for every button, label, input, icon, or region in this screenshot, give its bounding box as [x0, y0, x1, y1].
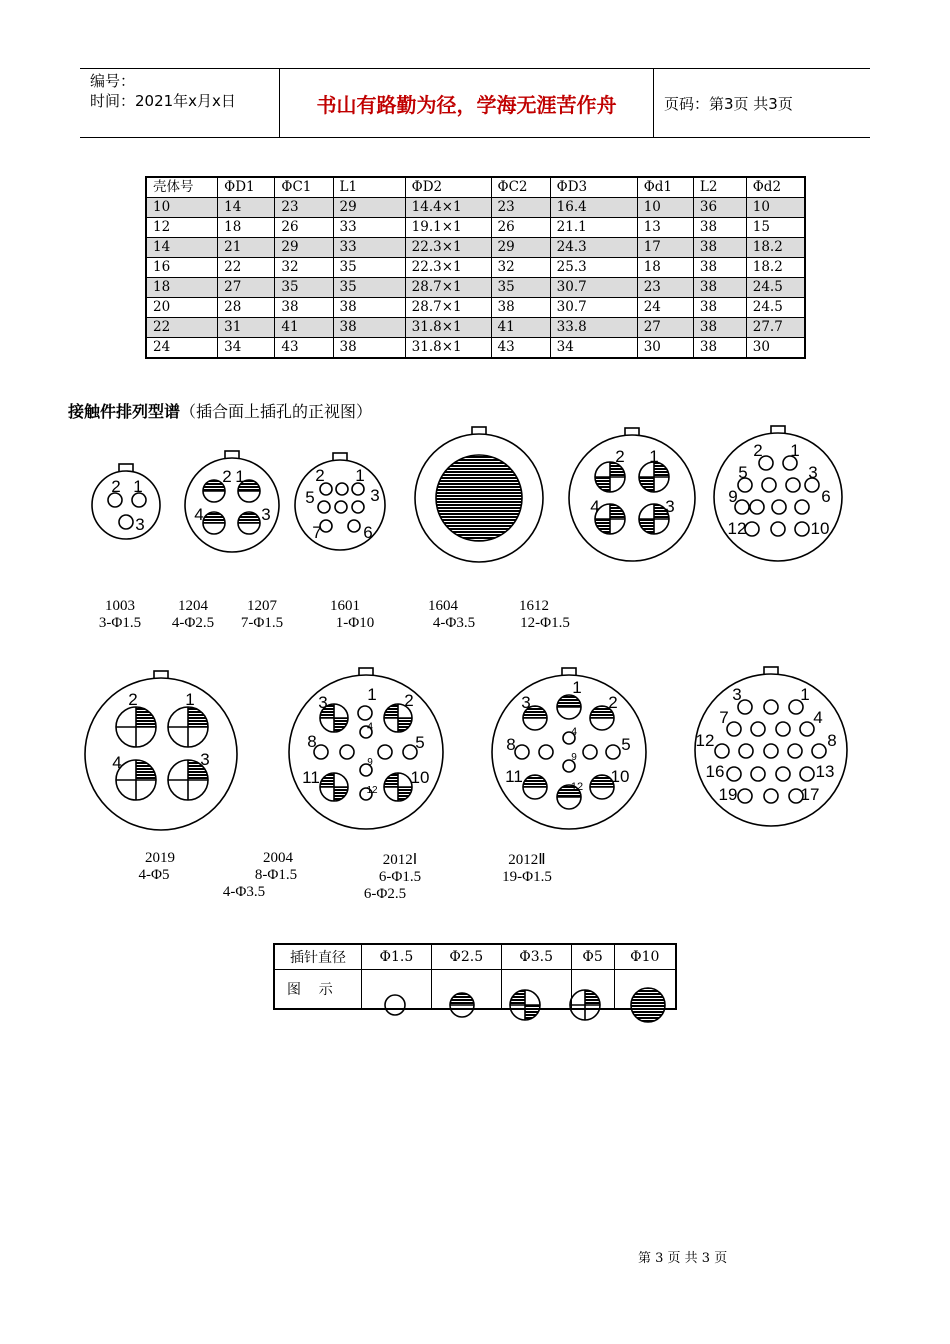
table-cell: 17	[637, 238, 693, 258]
pin-number: 3	[732, 685, 742, 704]
table-cell: 41	[275, 318, 333, 338]
table-cell: 38	[693, 298, 746, 318]
table-cell: 38	[333, 298, 405, 318]
pin-number: 5	[738, 463, 748, 482]
section-title-rest: （插合面上插孔的正视图）	[180, 402, 373, 421]
pin-hole	[340, 745, 354, 759]
page-footer: 第 3 页 共 3 页	[638, 1251, 728, 1266]
pin-number: 9	[728, 487, 738, 506]
table-cell: 21	[218, 238, 275, 258]
table-cell: ΦD2	[405, 177, 491, 198]
pin-number: 10	[810, 519, 830, 538]
pin-number: 8	[506, 735, 516, 754]
table-cell: 28.7×1	[405, 298, 491, 318]
table-cell: 24.5	[746, 278, 805, 298]
pin-hole	[335, 501, 347, 513]
pin-number: 1	[235, 467, 245, 486]
diameter-2: Φ2.5	[431, 944, 501, 970]
table-cell: Φd1	[637, 177, 693, 198]
pin-number: 8	[827, 731, 837, 750]
pin-hole	[788, 744, 802, 758]
pin-number: 12	[695, 731, 715, 750]
table-cell: 30.7	[550, 298, 637, 318]
pin-hole	[764, 700, 778, 714]
pin-number: 4	[112, 753, 122, 772]
pin-hole	[336, 483, 348, 495]
pin-number: 2	[315, 466, 325, 485]
table-cell: ΦC2	[491, 177, 550, 198]
table-cell: 35	[275, 278, 333, 298]
pin-number: 4	[194, 505, 204, 524]
table-cell: 35	[491, 278, 550, 298]
pin-number: 10	[610, 767, 630, 786]
pin-number: 5	[305, 488, 315, 507]
illustration-4	[571, 970, 614, 1010]
pin-number: 2	[753, 441, 763, 460]
pin-number: 6	[821, 487, 831, 506]
table-cell: 20	[146, 298, 218, 318]
table-cell: 43	[275, 338, 333, 359]
table-cell: ΦC1	[275, 177, 333, 198]
table-cell: 36	[693, 198, 746, 218]
table-cell: 12	[146, 218, 218, 238]
pin-number: 1	[572, 678, 582, 697]
pin-hole	[352, 501, 364, 513]
pin-hole	[772, 500, 786, 514]
shell-1604	[569, 435, 695, 561]
pin-hole	[764, 744, 778, 758]
pin-number: 3	[370, 486, 380, 505]
table-cell: 28.7×1	[405, 278, 491, 298]
table-cell: 38	[693, 218, 746, 238]
diameter-1: Φ1.5	[362, 944, 432, 970]
pin-hole	[745, 522, 759, 536]
table-cell: 27	[218, 278, 275, 298]
table-cell: 38	[693, 318, 746, 338]
table-cell: 30	[746, 338, 805, 359]
table-cell: 10	[746, 198, 805, 218]
table-cell: 23	[637, 278, 693, 298]
pin-number: 1	[790, 441, 800, 460]
table-cell: 29	[333, 198, 405, 218]
pin-number: 12	[727, 519, 747, 538]
table-cell: 19.1×1	[405, 218, 491, 238]
pin-hole	[762, 478, 776, 492]
pin-hole	[348, 520, 360, 532]
pin-number: 1	[367, 685, 377, 704]
page-label: 页码：第3页 共3页	[664, 94, 793, 113]
pin-number: 4	[590, 497, 600, 516]
pin-number: 3	[318, 693, 328, 712]
pin-number: 1	[355, 466, 365, 485]
label-1604: 1604 4-Φ3.5	[428, 598, 476, 631]
table-cell: 38	[693, 258, 746, 278]
pin-hole	[776, 767, 790, 781]
pin-number: 3	[665, 497, 675, 516]
pin-number: 3	[521, 693, 531, 712]
illustration-3	[501, 970, 571, 1010]
pin-number: 13	[815, 762, 835, 781]
table-cell: 21.1	[550, 218, 637, 238]
pin-number: 3	[808, 463, 818, 482]
motto: 书山有路勤为径，学海无涯苦作舟	[280, 69, 654, 137]
pin-number: 5	[415, 733, 425, 752]
pin-number: 17	[800, 785, 820, 804]
table-cell: 25.3	[550, 258, 637, 278]
pin-number: 11	[302, 768, 320, 787]
table-cell: Φd2	[746, 177, 805, 198]
table-cell: 22.3×1	[405, 238, 491, 258]
pin-number: 16	[705, 762, 725, 781]
diameter-5: Φ10	[614, 944, 676, 970]
pin-number: 2	[128, 690, 138, 709]
table-cell: 32	[275, 258, 333, 278]
pin-number: 19	[718, 785, 738, 804]
pin-hole	[771, 522, 785, 536]
pin-number: 12	[366, 785, 378, 796]
pin-number: 4	[570, 726, 578, 738]
illustration-label: 图 示	[274, 970, 362, 1010]
table-cell: 23	[275, 198, 333, 218]
pin-hole	[119, 515, 133, 529]
pin-hole	[800, 767, 814, 781]
label-1207: 1207 7-Φ1.5	[240, 598, 284, 631]
table-cell: 18	[218, 218, 275, 238]
table-cell: 33	[333, 238, 405, 258]
table-cell: ΦD1	[218, 177, 275, 198]
number-label: 编号：	[90, 72, 136, 90]
table-cell: L2	[693, 177, 746, 198]
pin-hole	[795, 522, 809, 536]
pin-number: 7	[719, 708, 729, 727]
pin-number: 6	[363, 523, 373, 542]
table-cell: 26	[491, 218, 550, 238]
diameter-3: Φ3.5	[501, 944, 571, 970]
label-1003: 1003 3-Φ1.5	[98, 598, 142, 631]
table-cell: 31.8×1	[405, 338, 491, 359]
pin-number: 8	[307, 732, 317, 751]
pin-hole	[358, 706, 372, 720]
pin-hole	[539, 745, 553, 759]
table-cell: 33.8	[550, 318, 637, 338]
pin-number: 2	[608, 693, 618, 712]
table-cell: 38	[693, 338, 746, 359]
table-cell: 10	[146, 198, 218, 218]
table-cell: 29	[275, 238, 333, 258]
pin-number: 11	[505, 767, 523, 786]
table-cell: 24	[637, 298, 693, 318]
pin-number: 1	[133, 477, 143, 496]
illustration-5	[614, 970, 676, 1010]
table-cell: 32	[491, 258, 550, 278]
label-1612: 1612 12-Φ1.5	[519, 598, 570, 631]
table-cell: 41	[491, 318, 550, 338]
table-cell: 22	[218, 258, 275, 278]
illustration-2	[431, 970, 501, 1010]
table-cell: 38	[333, 338, 405, 359]
label-2012-i: 2012Ⅰ 6-Φ1.5 6-Φ2.5	[363, 852, 422, 902]
table-cell: 18	[637, 258, 693, 278]
table-cell: 14.4×1	[405, 198, 491, 218]
table-cell: 16	[146, 258, 218, 278]
table-cell: 18.2	[746, 258, 805, 278]
pin-number: 2	[111, 477, 121, 496]
pin-hole	[320, 520, 332, 532]
time-label: 时间：2021年x月x日	[90, 92, 236, 110]
pin-number: 3	[135, 515, 145, 534]
pin-hole	[738, 789, 752, 803]
table-cell: 24.5	[746, 298, 805, 318]
table-cell: 壳体号	[146, 177, 218, 198]
table-cell: 35	[333, 278, 405, 298]
table-cell: 38	[275, 298, 333, 318]
table-cell: 33	[333, 218, 405, 238]
pin-diameter-label: 插针直径	[274, 944, 362, 970]
pin-hole	[739, 744, 753, 758]
table-cell: 31	[218, 318, 275, 338]
pin-number: 4	[366, 721, 374, 733]
pin-number: 5	[621, 735, 631, 754]
table-cell: 16.4	[550, 198, 637, 218]
table-cell: 14	[146, 238, 218, 258]
pin-hole	[515, 745, 529, 759]
pin-number: 9	[571, 752, 577, 763]
pin-hole	[751, 767, 765, 781]
label-1601: 1601 1-Φ10	[330, 598, 375, 631]
pin-hole	[583, 745, 597, 759]
pin-hole	[812, 744, 826, 758]
pin-number: 2	[404, 691, 414, 710]
table-cell: 38	[693, 238, 746, 258]
table-cell: 18	[146, 278, 218, 298]
illustration-1	[362, 970, 432, 1010]
label-2019: 2019 4-Φ5	[138, 850, 175, 883]
pin-hole	[318, 501, 330, 513]
table-cell: 34	[218, 338, 275, 359]
table-cell: 22	[146, 318, 218, 338]
pin-hole	[750, 500, 764, 514]
pin-number: 9	[367, 757, 373, 768]
table-cell: 43	[491, 338, 550, 359]
table-cell: 38	[333, 318, 405, 338]
table-cell: L1	[333, 177, 405, 198]
pin-hole	[776, 722, 790, 736]
pin-hole	[764, 789, 778, 803]
table-cell: 18.2	[746, 238, 805, 258]
pin-number: 10	[410, 768, 430, 787]
pin-hole	[795, 500, 809, 514]
pin-number: 1	[649, 447, 659, 466]
label-2012-ii: 2012Ⅱ 19-Φ1.5	[502, 852, 552, 885]
table-cell: 30.7	[550, 278, 637, 298]
pin-number: 12	[570, 781, 584, 793]
table-cell: 27.7	[746, 318, 805, 338]
pin-hole	[606, 745, 620, 759]
shell-2019	[85, 678, 237, 830]
table-cell: 22.3×1	[405, 258, 491, 278]
pin-hole	[378, 745, 392, 759]
pin-number: 1	[800, 685, 810, 704]
table-cell: 15	[746, 218, 805, 238]
pin-number: 2	[222, 467, 232, 486]
pin-number: 4	[813, 708, 823, 727]
table-cell: 13	[637, 218, 693, 238]
table-cell: 24	[146, 338, 218, 359]
table-cell: 34	[550, 338, 637, 359]
table-cell: 26	[275, 218, 333, 238]
pin-hole	[727, 767, 741, 781]
pin-diameter-table	[273, 943, 677, 1010]
pin-hole	[727, 722, 741, 736]
table-cell: ΦD3	[550, 177, 637, 198]
pin-hole	[800, 722, 814, 736]
table-cell: 35	[333, 258, 405, 278]
pin-number: 7	[312, 523, 322, 542]
pin-hole	[751, 722, 765, 736]
table-cell: 38	[693, 278, 746, 298]
section-title-bold: 接触件排列型谱	[68, 402, 181, 421]
table-cell: 31.8×1	[405, 318, 491, 338]
pin-hole	[715, 744, 729, 758]
pin-hole	[786, 478, 800, 492]
diameter-4: Φ5	[571, 944, 614, 970]
table-cell: 14	[218, 198, 275, 218]
pin-number: 1	[185, 690, 195, 709]
table-cell: 30	[637, 338, 693, 359]
table-cell: 23	[491, 198, 550, 218]
label-2004: 2004 8-Φ1.5 4-Φ3.5	[222, 850, 298, 900]
table-cell: 29	[491, 238, 550, 258]
pin-number: 2	[615, 447, 625, 466]
table-cell: 38	[491, 298, 550, 318]
pin-number: 3	[261, 505, 271, 524]
table-cell: 10	[637, 198, 693, 218]
table-cell: 27	[637, 318, 693, 338]
table-cell: 24.3	[550, 238, 637, 258]
pin-10mm	[436, 455, 522, 541]
shell-2004	[289, 675, 443, 829]
table-cell: 28	[218, 298, 275, 318]
label-1204: 1204 4-Φ2.5	[171, 598, 215, 631]
pin-number: 3	[200, 750, 210, 769]
